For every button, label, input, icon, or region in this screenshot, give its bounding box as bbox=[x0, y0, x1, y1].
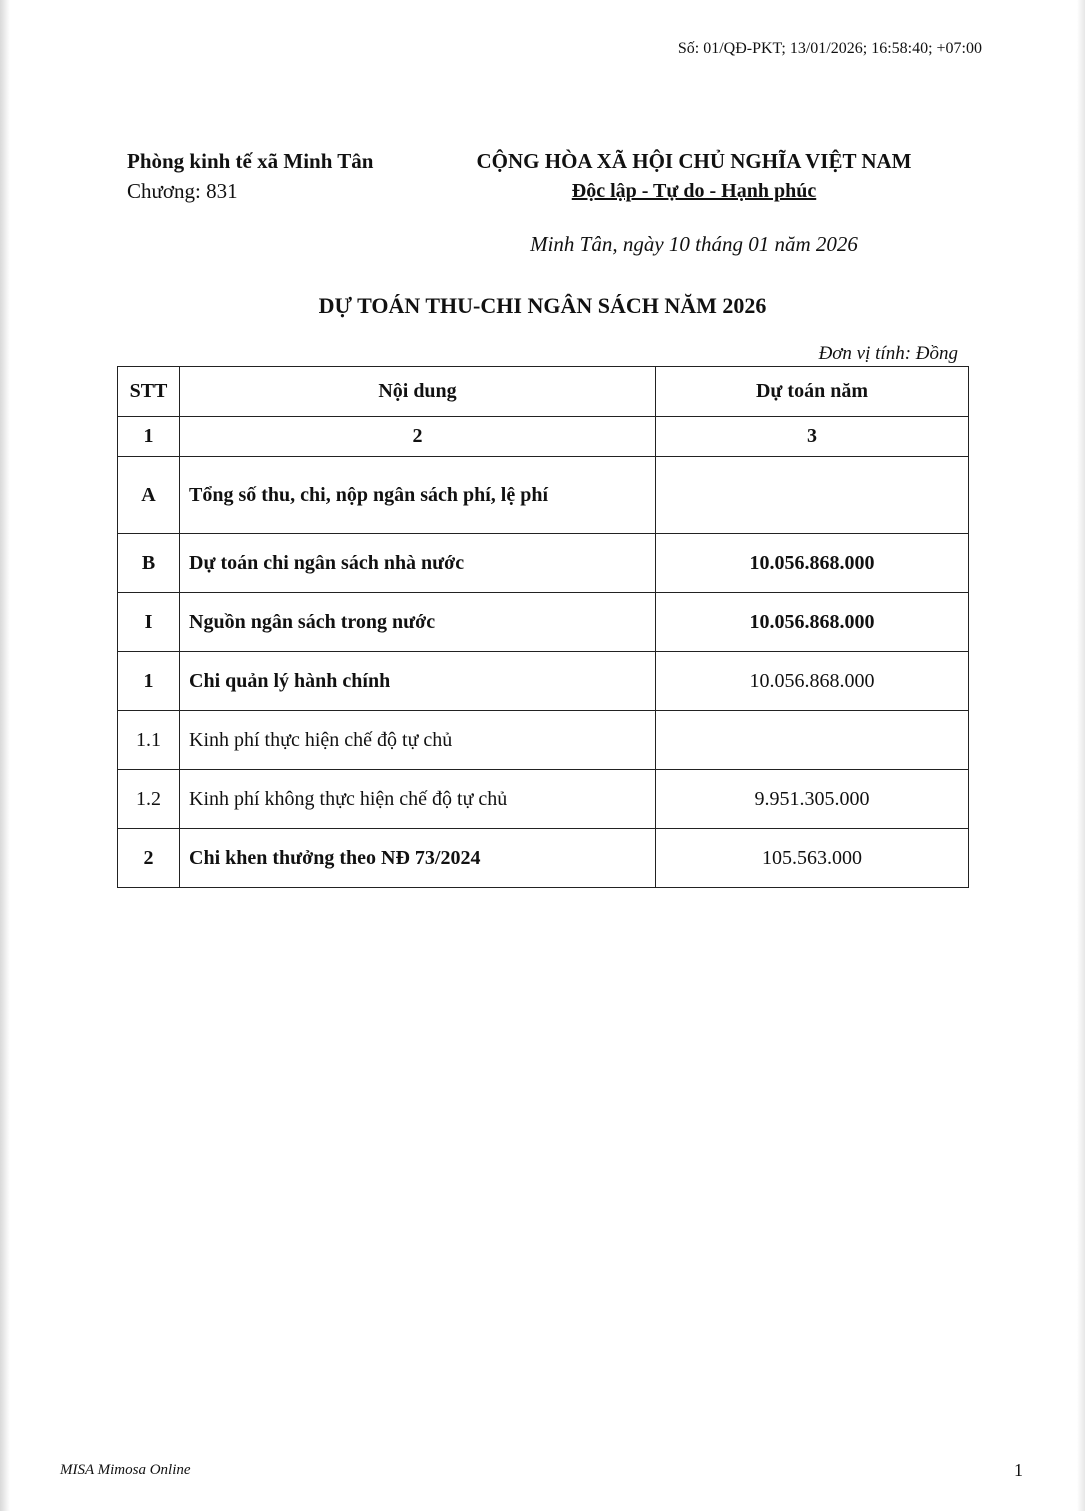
row-amount: 10.056.868.000 bbox=[656, 652, 969, 711]
row-amount bbox=[656, 457, 969, 534]
column-number: 1 bbox=[118, 417, 180, 457]
table-row bbox=[118, 593, 969, 652]
table-row bbox=[118, 457, 969, 534]
row-stt: B bbox=[118, 534, 180, 593]
chapter-code: Chương: 831 bbox=[127, 179, 238, 203]
page-left-shadow bbox=[0, 0, 10, 1511]
row-content: Chi quản lý hành chính bbox=[180, 652, 656, 711]
row-stt: 1.1 bbox=[118, 711, 180, 770]
table-row bbox=[118, 770, 969, 829]
row-amount: 10.056.868.000 bbox=[656, 534, 969, 593]
national-motto: Độc lập - Tự do - Hạnh phúc bbox=[571, 180, 817, 202]
row-content: Chi khen thưởng theo NĐ 73/2024 bbox=[180, 829, 656, 888]
column-number: 2 bbox=[180, 417, 656, 457]
organization-name: Phòng kinh tế xã Minh Tân bbox=[127, 149, 374, 173]
column-number: 3 bbox=[656, 417, 969, 457]
row-stt: 1.2 bbox=[118, 770, 180, 829]
budget-table bbox=[117, 366, 969, 888]
header-amount: Dự toán năm bbox=[656, 367, 969, 417]
organization-block bbox=[127, 146, 373, 206]
unit-of-measure: Đơn vị tính: Đồng bbox=[818, 343, 958, 364]
place-date: Minh Tân, ngày 10 tháng 01 năm 2026 bbox=[530, 232, 858, 256]
page-right-shadow bbox=[1077, 0, 1085, 1511]
row-content: Tổng số thu, chi, nộp ngân sách phí, lệ phí bbox=[180, 457, 656, 534]
row-stt: I bbox=[118, 593, 180, 652]
row-stt: A bbox=[118, 457, 180, 534]
document-title: DỰ TOÁN THU-CHI NGÂN SÁCH NĂM 2026 bbox=[318, 293, 767, 318]
document-code: Số: 01/QĐ-PKT; 13/01/2026; 16:58:40; +07:00 bbox=[677, 40, 982, 57]
table-header-row bbox=[118, 367, 969, 417]
row-stt: 1 bbox=[118, 652, 180, 711]
row-amount: 10.056.868.000 bbox=[656, 593, 969, 652]
header-stt: STT bbox=[118, 367, 180, 417]
row-content: Nguồn ngân sách trong nước bbox=[180, 593, 656, 652]
table-row bbox=[118, 829, 969, 888]
row-amount: 105.563.000 bbox=[656, 829, 969, 888]
page-number: 1 bbox=[1014, 1460, 1023, 1480]
table-row bbox=[118, 711, 969, 770]
row-amount: 9.951.305.000 bbox=[656, 770, 969, 829]
software-footer: MISA Mimosa Online bbox=[60, 1462, 191, 1478]
row-amount bbox=[656, 711, 969, 770]
row-content: Kinh phí thực hiện chế độ tự chủ bbox=[180, 711, 656, 770]
header-content: Nội dung bbox=[180, 367, 656, 417]
national-header bbox=[450, 146, 938, 206]
table-row bbox=[118, 534, 969, 593]
row-content: Dự toán chi ngân sách nhà nước bbox=[180, 534, 656, 593]
table-row bbox=[118, 652, 969, 711]
column-number-row bbox=[118, 417, 969, 457]
nation-name: CỘNG HÒA XÃ HỘI CHỦ NGHĨA VIỆT NAM bbox=[476, 149, 912, 173]
row-stt: 2 bbox=[118, 829, 180, 888]
row-content: Kinh phí không thực hiện chế độ tự chủ bbox=[180, 770, 656, 829]
